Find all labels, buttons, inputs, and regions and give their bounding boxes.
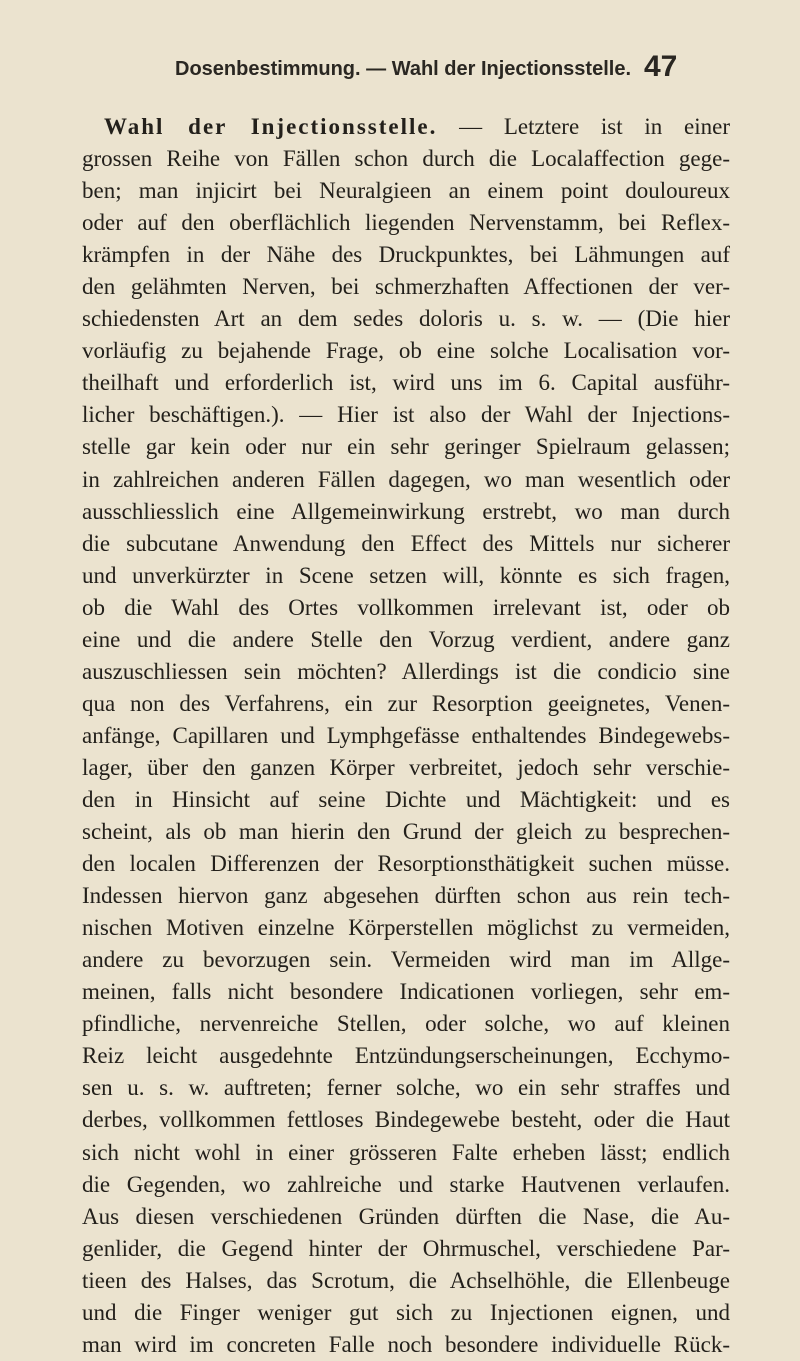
text-line: meinen, falls nicht besondere Indicationen vorliegen, sehr em- [82,979,730,1005]
paragraph [82,111,730,1361]
text-line [82,111,730,143]
text-line: stelle gar kein oder nur ein sehr geringer Spielraum gelassen; [82,434,730,460]
text-line: derbes, vollkommen fettloses Bindegewebe besteht, oder die Haut [82,1107,730,1133]
text-line: qua non des Verfahrens, ein zur Resorption geeignetes, Venen- [82,690,730,716]
text-line: und die Finger weniger gut sich zu Injectionen eignen, und [82,1299,730,1325]
text-line: oder auf den oberflächlich liegenden Nervenstamm, bei Reflex- [82,210,730,236]
text-line: den in Hinsicht auf seine Dichte und Mächtigkeit: und es [82,786,730,812]
text-line: andere zu bevorzugen sein. Vermeiden wird man im Allge- [82,947,730,973]
text-line: Aus diesen verschiedenen Gründen dürften die Nase, die Au- [82,1203,730,1229]
text-line: eine und die andere Stelle den Vorzug verdient, andere ganz [82,626,730,652]
text-line-rest: — Letztere ist in einer [437,114,730,139]
text-line: krämpfen in der Nähe des Druckpunktes, bei Lähmungen auf [82,242,730,268]
text-line: ben; man injicirt bei Neuralgieen an einem point douloureux [82,178,730,204]
text-line: vorläufig zu bejahende Frage, ob eine solche Localisation vor- [82,338,730,364]
text-line: und unverkürzter in Scene setzen will, könnte es sich fragen, [82,562,730,588]
text-line: schiedensten Art an dem sedes doloris u. s. w. — (Die hier [82,306,730,332]
text-line: nischen Motiven einzelne Körperstellen möglichst zu vermeiden, [82,915,730,941]
text-line: anfänge, Capillaren und Lymphgefässe enthaltendes Bindegewebs- [82,722,730,748]
text-line: scheint, als ob man hierin den Grund der gleich zu besprechen- [82,819,730,845]
text-line: Reiz leicht ausgedehnte Entzündungserscheinungen, Ecchymo- [82,1043,730,1069]
text-line: sich nicht wohl in einer grösseren Falte erheben lässt; endlich [82,1139,730,1165]
text-line: lager, über den ganzen Körper verbreitet, jedoch sehr verschie- [82,754,730,780]
text-line: den gelähmten Nerven, bei schmerzhaften Affectionen der ver- [82,274,730,300]
text-line: ausschliesslich eine Allgemeinwirkung erstrebt, wo man durch [82,498,730,524]
page-number: 47 [644,50,678,83]
text-line: Indessen hiervon ganz abgesehen dürften schon aus rein tech- [82,883,730,909]
running-head: Dosenbestimmung. — Wahl der Injectionsstelle. [175,58,632,80]
text-line: sen u. s. w. auftreten; ferner solche, wo ein sehr straffes und [82,1075,730,1101]
text-line: tieen des Halses, das Scrotum, die Achselhöhle, die Ellenbeuge [82,1267,730,1293]
text-line: die Gegenden, wo zahlreiche und starke Hautvenen verlaufen. [82,1171,730,1197]
text-line: licher beschäftigen.). — Hier ist also der Wahl der Injections- [82,402,730,428]
text-line: theilhaft und erforderlich ist, wird uns im 6. Capital ausführ- [82,370,730,396]
text-line: genlider, die Gegend hinter der Ohrmuschel, verschiedene Par- [82,1235,730,1261]
text-line: man wird im concreten Falle noch besondere individuelle Rück- [82,1331,730,1357]
text-line: grossen Reihe von Fällen schon durch die Localaffection gege- [82,146,730,172]
text-line: auszuschliessen sein möchten? Allerdings ist die condicio sine [82,658,730,684]
section-lead: Wahl der Injectionsstelle. [104,114,438,139]
text-line: ob die Wahl des Ortes vollkommen irrelevant ist, oder ob [82,594,730,620]
text-line: in zahlreichen anderen Fällen dagegen, wo man wesentlich oder [82,466,730,492]
text-line: pfindliche, nervenreiche Stellen, oder solche, wo auf kleinen [82,1011,730,1037]
text-line: den localen Differenzen der Resorptionsthätigkeit suchen müsse. [82,851,730,877]
text-line: die subcutane Anwendung den Effect des Mittels nur sicherer [82,530,730,556]
